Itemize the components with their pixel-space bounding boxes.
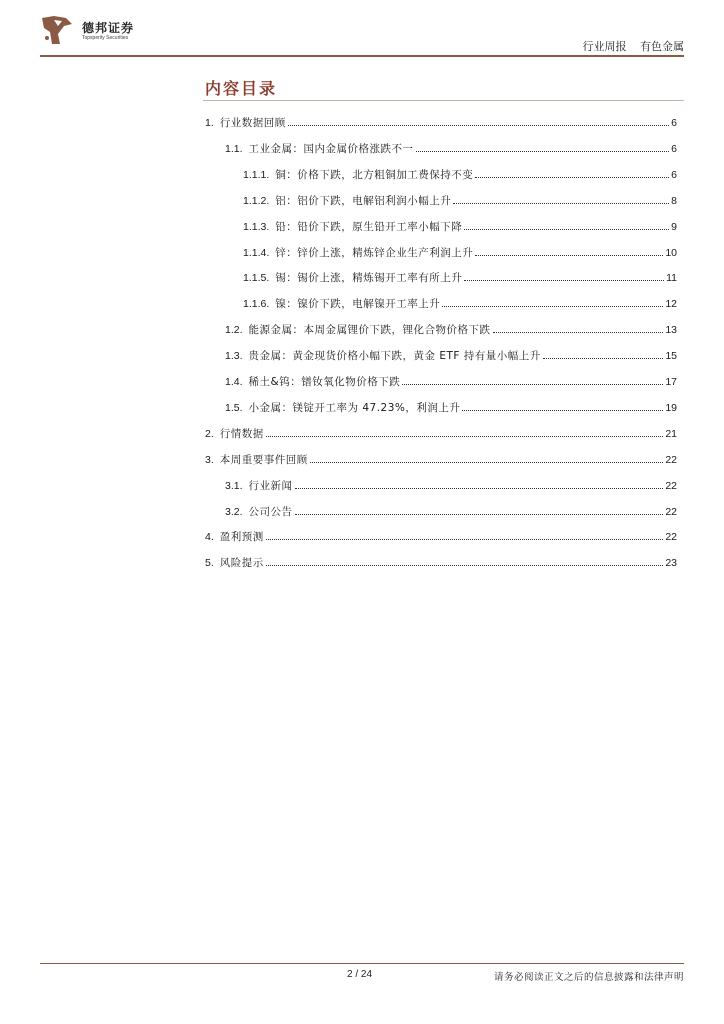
toc-entry-title: 公司公告 <box>248 505 293 518</box>
toc-entry[interactable] <box>205 116 677 130</box>
toc-entry-title: 锌：锌价上涨，精炼锌企业生产利润上升 <box>275 246 474 259</box>
toc-entry-page: 19 <box>665 401 677 414</box>
toc-entry-number: 4. <box>205 531 214 544</box>
toc-entry-page: 9 <box>671 220 677 233</box>
toc-entry-number: 1.1.2. <box>243 194 270 207</box>
company-logo <box>40 14 160 50</box>
disclaimer-note: 请务必阅读正文之后的信息披露和法律声明 <box>493 972 684 983</box>
toc-entry-title: 铅：铅价下跌，原生铅开工率小幅下降 <box>275 220 463 233</box>
toc-entry-number: 3. <box>205 453 214 466</box>
toc-entry-page: 11 <box>666 272 677 285</box>
toc-entry[interactable] <box>205 453 677 467</box>
toc-leader-dots <box>442 306 663 307</box>
toc-entry-page: 23 <box>665 557 677 570</box>
toc-entry-title: 铜：价格下跌，北方粗铜加工费保持不变 <box>275 168 474 181</box>
toc-entry-number: 1.4. <box>225 376 243 388</box>
toc-entry-number: 2. <box>205 427 214 440</box>
toc-entry-page: 17 <box>665 376 677 388</box>
toc-entry-title: 工业金属：国内金属价格涨跌不一 <box>248 142 414 155</box>
company-name-en: Topsperity Securities <box>82 35 129 41</box>
toc-title-divider <box>203 100 684 101</box>
toc-entry-page: 6 <box>671 117 677 129</box>
report-type: 行业周报 <box>582 40 627 53</box>
toc-entry-title: 本周重要事件回顾 <box>219 453 308 466</box>
toc-entry[interactable] <box>205 556 677 570</box>
toc-entry[interactable] <box>205 427 677 441</box>
toc-entry-number: 1. <box>205 117 214 129</box>
toc-entry-page: 6 <box>671 168 677 181</box>
page-indicator: 2 / 24 <box>347 969 373 980</box>
toc-entry[interactable] <box>225 401 677 415</box>
sector-label: 有色金属 <box>640 40 684 53</box>
toc-entry[interactable] <box>243 297 677 311</box>
toc-entry[interactable] <box>225 505 677 519</box>
toc-entry-page: 8 <box>671 194 677 207</box>
toc-entry-number: 1.1.5. <box>243 272 270 285</box>
toc-entry-page: 6 <box>671 142 677 155</box>
toc-entry[interactable] <box>225 142 677 156</box>
toc-entry-page: 21 <box>665 427 677 440</box>
toc-entry-number: 1.3. <box>225 350 243 363</box>
toc-entry[interactable] <box>205 530 677 544</box>
header-divider <box>40 55 684 57</box>
toc-leader-dots <box>475 177 669 178</box>
toc-entry[interactable] <box>225 323 677 337</box>
toc-entry[interactable] <box>225 479 677 493</box>
toc-entry-page: 15 <box>665 350 677 363</box>
toc-entry-number: 1.5. <box>225 401 243 414</box>
toc-entry-number: 3.1. <box>225 479 243 492</box>
toc-leader-dots <box>402 384 663 385</box>
toc-leader-dots <box>295 514 664 515</box>
toc-entry-title: 能源金属：本周金属锂价下跌，锂化合物价格下跌 <box>248 324 491 337</box>
toc-entry-title: 行情数据 <box>219 427 264 440</box>
toc-entry-page: 22 <box>665 505 677 518</box>
toc-leader-dots <box>453 203 669 204</box>
toc-entry-title: 行业新闻 <box>248 479 293 492</box>
toc-entry-number: 5. <box>205 557 214 570</box>
toc-leader-dots <box>464 280 664 281</box>
toc-entry-number: 1.2. <box>225 324 243 337</box>
toc-entry[interactable] <box>243 194 677 208</box>
toc-leader-dots <box>288 125 669 126</box>
toc-entry-page: 22 <box>665 479 677 492</box>
toc-leader-dots <box>295 488 664 489</box>
company-name-cn: 德邦证券 <box>82 21 135 35</box>
toc-leader-dots <box>475 255 663 256</box>
toc-entry-number: 1.1.4. <box>243 246 270 259</box>
toc-entry-title: 风险提示 <box>219 557 264 570</box>
toc-entry-title: 小金属：镁锭开工率为 47.23%，利润上升 <box>248 401 461 414</box>
toc-title: 内容目录 <box>205 79 278 98</box>
toc-entry-title: 锡：锡价上涨，精炼锡开工率有所上升 <box>275 272 463 285</box>
company-logo-icon <box>40 14 74 46</box>
toc-entry-title: 镍：镍价下跌，电解镍开工率上升 <box>275 298 441 311</box>
toc-leader-dots <box>543 358 664 359</box>
header-meta <box>573 38 685 54</box>
toc-entry-page: 22 <box>665 531 677 544</box>
toc-leader-dots <box>266 565 664 566</box>
toc-entry[interactable] <box>243 271 677 285</box>
toc-entry-page: 13 <box>665 324 677 337</box>
toc-entry-number: 1.1. <box>225 142 243 155</box>
toc-entry-title: 稀土&钨：镨钕氧化物价格下跌 <box>248 376 401 388</box>
toc-entry-number: 1.1.6. <box>243 298 270 311</box>
toc-entry[interactable] <box>225 375 677 389</box>
toc-entry-title: 盈利预测 <box>219 531 264 544</box>
toc-entry-number: 3.2. <box>225 505 243 518</box>
toc-leader-dots <box>266 539 664 540</box>
toc-leader-dots <box>310 462 664 463</box>
toc-entry-page: 12 <box>665 298 677 311</box>
footer-divider <box>40 963 684 964</box>
toc-entry-number: 1.1.1. <box>243 168 270 181</box>
toc-leader-dots <box>462 410 663 411</box>
toc-entry[interactable] <box>243 168 677 182</box>
toc-entry-page: 10 <box>665 246 677 259</box>
toc-entry-title: 贵金属：黄金现货价格小幅下跌，黄金 ETF 持有量小幅上升 <box>248 350 541 363</box>
toc-leader-dots <box>266 436 664 437</box>
toc-leader-dots <box>464 229 669 230</box>
toc-leader-dots <box>493 332 664 333</box>
toc-entry-title: 铝：铝价下跌，电解铝利润小幅上升 <box>275 194 452 207</box>
toc-entry[interactable] <box>243 246 677 260</box>
toc-entry-number: 1.1.3. <box>243 220 270 233</box>
toc-entry[interactable] <box>243 220 677 234</box>
toc-leader-dots <box>416 151 670 152</box>
toc-entry[interactable] <box>225 349 677 363</box>
toc-entry-page: 22 <box>665 453 677 466</box>
toc-entry-title: 行业数据回顾 <box>219 117 286 129</box>
